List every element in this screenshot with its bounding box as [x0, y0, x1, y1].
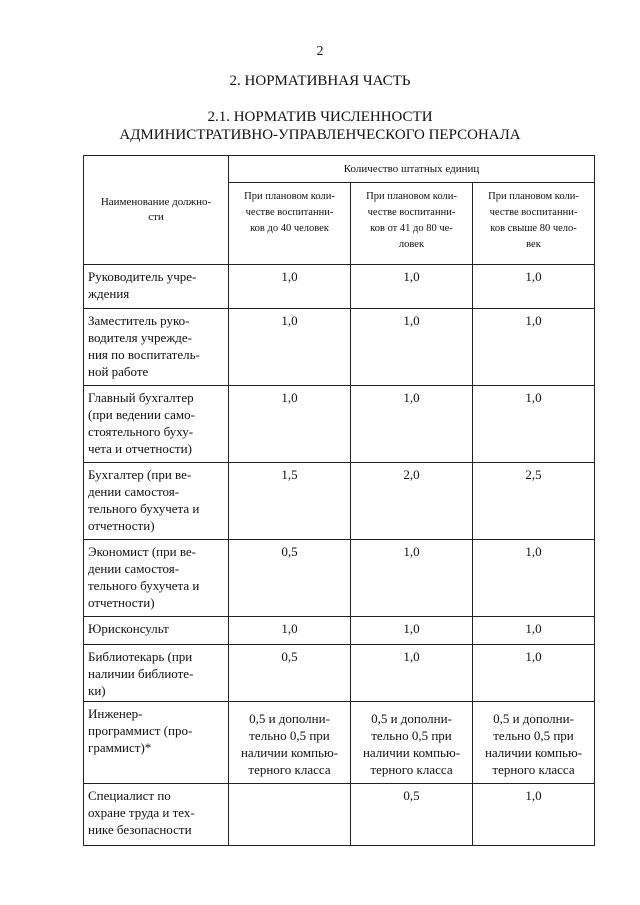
table-row [84, 463, 595, 540]
value-cell: 1,5 [229, 463, 351, 540]
position-name: Юрисконсульт [84, 617, 229, 645]
position-name: Библиотекарь (при наличии библиоте- ки) [84, 645, 229, 702]
value-cell: 2,0 [351, 463, 473, 540]
table-row [84, 702, 595, 784]
table-header-row [84, 156, 595, 183]
value-cell: 1,0 [473, 540, 595, 617]
table-row [84, 309, 595, 386]
value-cell: 0,5 и дополни- тельно 0,5 при наличии компью- терного класса [351, 702, 473, 784]
value-cell: 1,0 [473, 645, 595, 702]
position-name: Инженер- программист (про- граммист)* [84, 702, 229, 784]
position-name: Специалист по охране труда и тех- нике безопасности [84, 784, 229, 846]
subsection-title-line2: АДМИНИСТРАТИВНО-УПРАВЛЕНЧЕСКОГО ПЕРСОНАЛА [119, 127, 521, 143]
position-name: Бухгалтер (при ве- дении самостоя- тельного бухучета и отчетности) [84, 463, 229, 540]
header-col-41-80: При плановом коли- честве воспитанни- ков от 41 до 80 че- ловек [351, 183, 473, 265]
position-name: Руководитель учре- ждения [84, 265, 229, 309]
value-cell: 1,0 [473, 617, 595, 645]
value-cell: 1,0 [229, 617, 351, 645]
position-name: Экономист (при ве- дении самостоя- тельного бухучета и отчетности) [84, 540, 229, 617]
table-row [84, 784, 595, 846]
value-cell: 2,5 [473, 463, 595, 540]
table-row [84, 540, 595, 617]
value-cell: 1,0 [229, 386, 351, 463]
value-cell: 1,0 [351, 617, 473, 645]
value-cell: 1,0 [351, 265, 473, 309]
value-cell: 1,0 [351, 540, 473, 617]
table-row [84, 386, 595, 463]
position-name: Главный бухгалтер (при ведении само- стоятельного буху- чета и отчетности) [84, 386, 229, 463]
value-cell: 0,5 [229, 645, 351, 702]
value-cell: 1,0 [229, 265, 351, 309]
value-cell: 0,5 и дополни- тельно 0,5 при наличии компью- терного класса [473, 702, 595, 784]
value-cell: 0,5 и дополни- тельно 0,5 при наличии компью- терного класса [229, 702, 351, 784]
table-row [84, 265, 595, 309]
value-cell: 1,0 [473, 386, 595, 463]
value-cell [229, 784, 351, 846]
header-staff-units: Количество штатных единиц [229, 156, 595, 183]
value-cell: 1,0 [473, 784, 595, 846]
header-col-over-80: При плановом коли- честве воспитанни- ков свыше 80 чело- век [473, 183, 595, 265]
table-row [84, 645, 595, 702]
value-cell: 0,5 [229, 540, 351, 617]
subsection-title-line1: 2.1. НОРМАТИВ ЧИСЛЕННОСТИ [207, 109, 433, 125]
position-name: Заместитель руко- водителя учрежде- ния по воспитатель- ной работе [84, 309, 229, 386]
section-title: 2. НОРМАТИВНАЯ ЧАСТЬ [229, 73, 411, 89]
staffing-norms-table [83, 155, 595, 846]
value-cell: 1,0 [473, 309, 595, 386]
value-cell: 1,0 [351, 645, 473, 702]
value-cell: 0,5 [351, 784, 473, 846]
value-cell: 1,0 [229, 309, 351, 386]
page-number: 2 [316, 44, 324, 59]
header-position-name: Наименование должно- сти [84, 156, 229, 265]
value-cell: 1,0 [351, 386, 473, 463]
value-cell: 1,0 [351, 309, 473, 386]
subsection-title [0, 108, 640, 144]
value-cell: 1,0 [473, 265, 595, 309]
table-row [84, 617, 595, 645]
header-col-upto-40: При плановом коли- честве воспитанни- ков до 40 человек [229, 183, 351, 265]
